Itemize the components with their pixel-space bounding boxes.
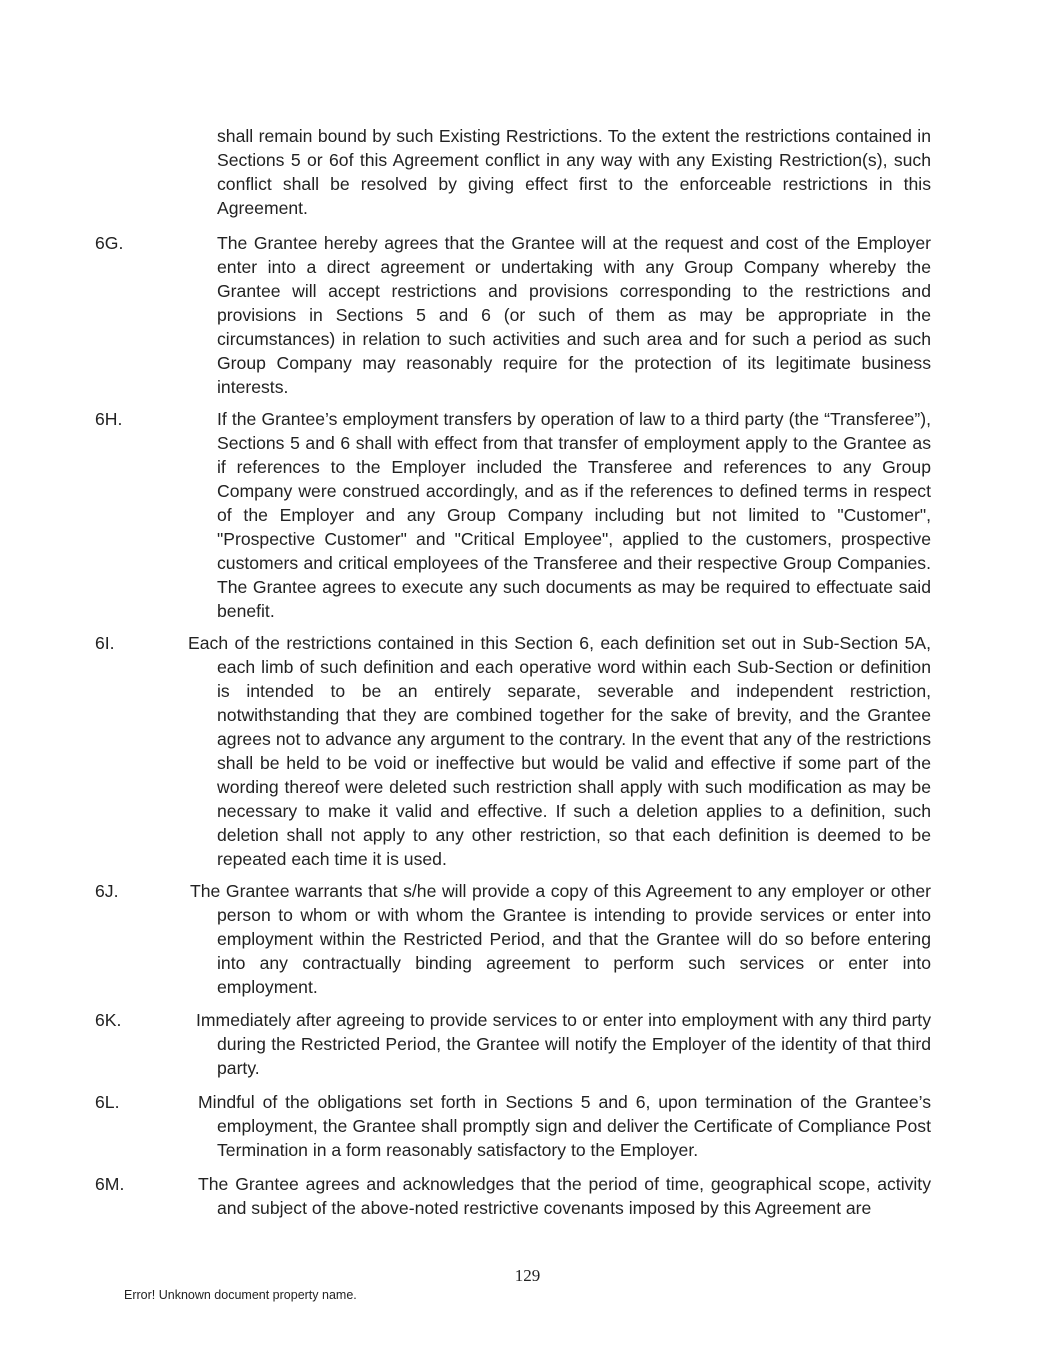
paragraph-label: 6M.	[95, 1174, 125, 1194]
paragraph-6g	[95, 231, 931, 399]
paragraph-6j	[95, 879, 931, 999]
continuation-paragraph: shall remain bound by such Existing Restrictions. To the extent the restrictions contained in Sections 5 or 6of this Agreement conflict in any way with any Existing Restriction(s), such conflict shall be resolved by giving effect first to the enforceable restrictions in this Agreement.	[217, 126, 931, 218]
paragraph-label: 6I.	[95, 633, 115, 653]
paragraph-text: The Grantee hereby agrees that the Grantee will at the request and cost of the Employer enter into a direct agreement or undertaking with any Group Company whereby the Grantee will accept restrictions and provisions corresponding to the restrictions and provisions in Sections 5 and 6 (or such of them as may be appropriate in the circumstances) in relation to such activities and such area and for such a period as such Group Company may reasonably require for the protection of its legitimate business interests.	[217, 233, 931, 397]
paragraph-label: 6G.	[95, 233, 124, 253]
paragraph-label: 6L.	[95, 1092, 120, 1112]
footer-note: Error! Unknown document property name.	[124, 1288, 357, 1302]
paragraph-6h	[95, 407, 931, 623]
paragraph-label: 6J.	[95, 881, 119, 901]
page-number: 129	[514, 1266, 541, 1285]
paragraph-label: 6H.	[95, 409, 123, 429]
paragraph-6m	[95, 1172, 931, 1220]
paragraph-text: If the Grantee’s employment transfers by operation of law to a third party (the “Transferee”), Sections 5 and 6 shall with effect from that transfer of employment apply to the Grantee as if references to the Employer included the Transferee and references to any Group Company were construed accordingly, and as if the references to defined terms in respect of the Employer and any Group Company including but not limited to "Customer", "Prospective Customer" and "Critical Employee", applied to the customers, prospective customers and critical employees of the Transferee and their respective Group Companies. The Grantee agrees to execute any such documents as may be required to effectuate said benefit.	[217, 409, 931, 621]
paragraph-text: The Grantee agrees and acknowledges that the period of time, geographical scope, activity and subject of the above-noted restrictive covenants imposed by this Agreement are	[198, 1174, 931, 1218]
paragraph-text: Immediately after agreeing to provide services to or enter into employment with any third party during the Restricted Period, the Grantee will notify the Employer of the identity of that third party.	[196, 1010, 931, 1078]
paragraph-6i	[95, 631, 931, 871]
paragraph-text: Each of the restrictions contained in this Section 6, each definition set out in Sub-Section 5A, each limb of such definition and each operative word within each Sub-Section or definition is intended to be an entirely separate, severable and independent restriction, notwithstanding that they are combined together for the sake of brevity, and the Grantee agrees not to advance any argument to the contrary. In the event that any of the restrictions shall be held to be void or ineffective but would be valid and effective if some part of the wording thereof were deleted such restriction shall apply with such modification as may be necessary to make it valid and effective. If such a deletion applies to a definition, such deletion shall not apply to any other restriction, so that each definition is deemed to be repeated each time it is used.	[188, 633, 931, 869]
paragraph-6l	[95, 1090, 931, 1162]
paragraph-label: 6K.	[95, 1010, 122, 1030]
paragraph-text: The Grantee warrants that s/he will provide a copy of this Agreement to any employer or other person to whom or with whom the Grantee is intending to provide services or enter into employment within the Restricted Period, and that the Grantee will do so before entering into any contractually binding agreement to perform such services or enter into employment.	[190, 881, 931, 997]
paragraph-6k	[95, 1008, 931, 1080]
paragraph-text: Mindful of the obligations set forth in Sections 5 and 6, upon termination of the Grantee’s employment, the Grantee shall promptly sign and deliver the Certificate of Compliance Post Termination in a form reasonably satisfactory to the Employer.	[198, 1092, 931, 1160]
